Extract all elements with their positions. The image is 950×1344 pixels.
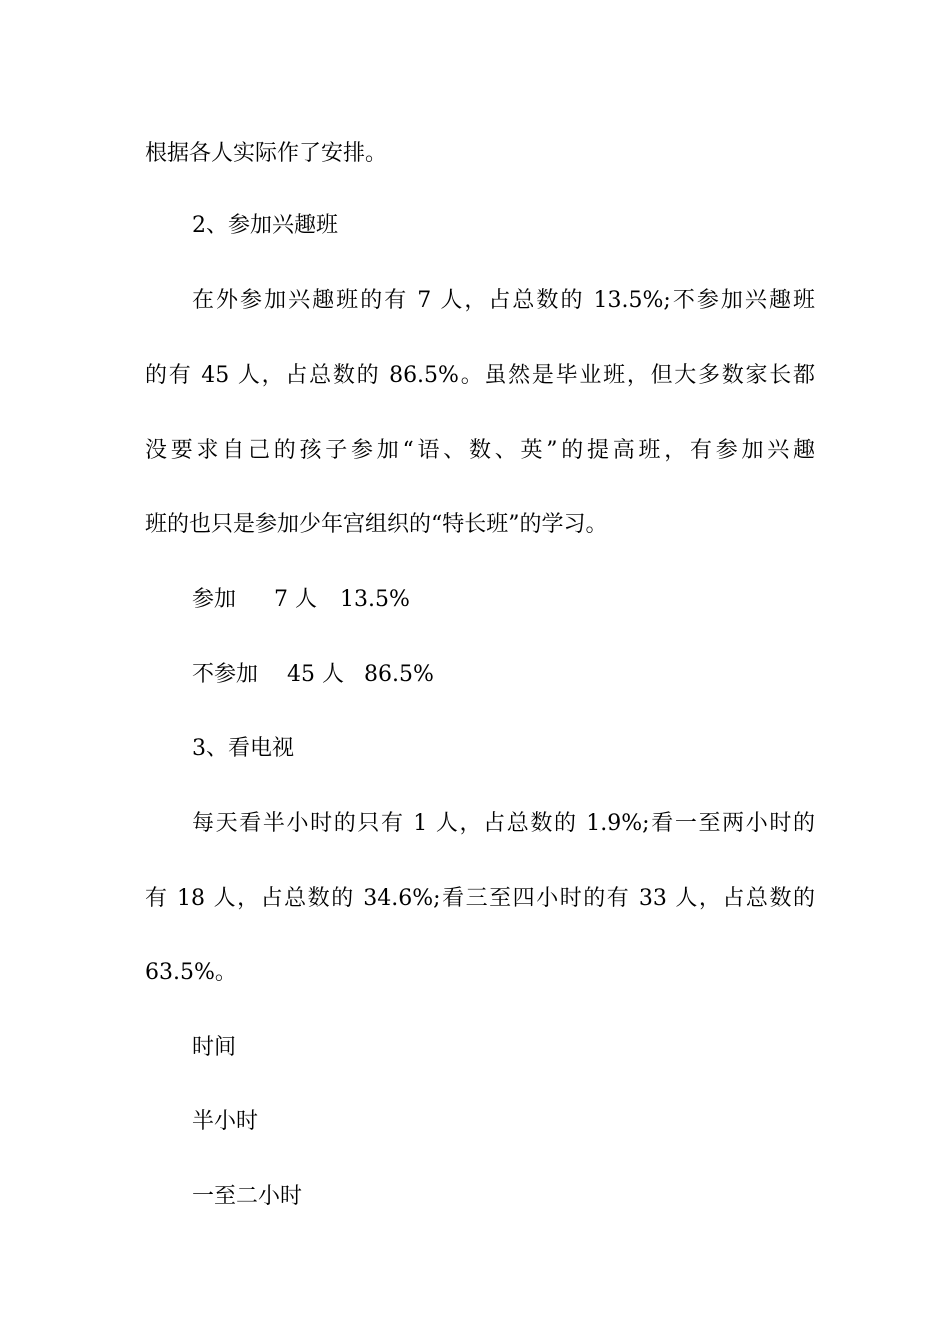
- paragraph-line: 有 18 人，占总数的 34.6%;看三至四小时的有 33 人，占总数的: [145, 886, 815, 911]
- paragraph-line: 班的也只是参加少年宫组织的“特长班”的学习。: [145, 512, 608, 537]
- paragraph-line: 没要求自己的孩子参加“语、数、英”的提高班，有参加兴趣: [145, 438, 815, 463]
- paragraph-line: 在外参加兴趣班的有 7 人，占总数的 13.5%;不参加兴趣班: [192, 288, 815, 313]
- paragraph-line: 的有 45 人，占总数的 86.5%。虽然是毕业班，但大多数家长都: [145, 363, 815, 388]
- paragraph-line: 63.5%。: [145, 960, 237, 985]
- paragraph-line: 每天看半小时的只有 1 人，占总数的 1.9%;看一至两小时的: [192, 811, 815, 836]
- table-cell-count: 45 人: [287, 662, 344, 687]
- section-heading-tv: 3、看电视: [192, 736, 294, 761]
- table-cell-label: 不参加: [192, 662, 259, 687]
- table-cell-count: 7 人: [274, 587, 317, 612]
- section-heading-interest-class: 2、参加兴趣班: [192, 213, 338, 238]
- table-cell-percent: 13.5%: [340, 587, 410, 612]
- paragraph-line: 根据各人实际作了安排。: [145, 141, 388, 166]
- tv-table-item: 一至二小时: [192, 1184, 303, 1209]
- tv-table-item: 半小时: [192, 1109, 259, 1134]
- table-cell-percent: 86.5%: [364, 662, 434, 687]
- table-cell-label: 参加: [192, 587, 237, 612]
- tv-table-item: 时间: [192, 1035, 237, 1060]
